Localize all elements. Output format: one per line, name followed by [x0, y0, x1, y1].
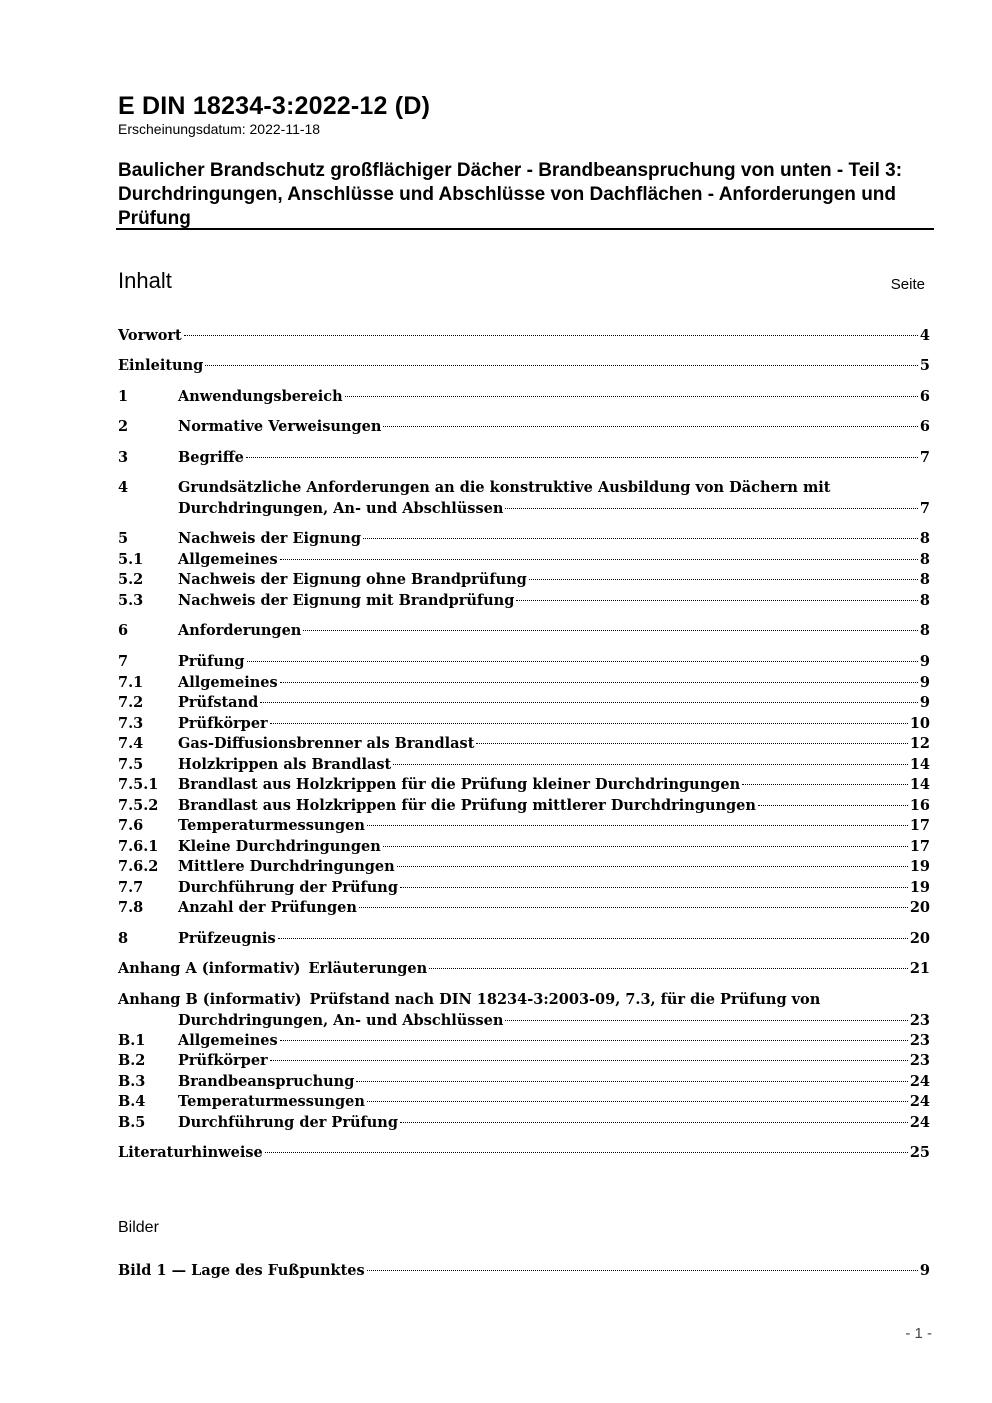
toc-entry-text: Prüfstand [178, 694, 259, 711]
toc-entry[interactable] [118, 1050, 930, 1071]
toc-entry-annex-b[interactable] [118, 989, 930, 1031]
toc-entry-number: 5.3 [118, 592, 144, 609]
toc-leader [247, 660, 918, 662]
toc-entry-number: B.2 [118, 1052, 146, 1069]
toc-entry-text: Temperaturmessungen [178, 817, 365, 834]
toc-entry-text: Kleine Durchdringungen [178, 838, 381, 855]
toc-entry[interactable] [118, 528, 930, 549]
toc-entry[interactable] [118, 928, 930, 949]
toc-leader [383, 425, 918, 427]
toc-entry-page: 9 [919, 653, 930, 670]
toc-leader [529, 578, 918, 580]
toc-entry-page: 20 [909, 930, 930, 947]
toc-entry[interactable] [118, 877, 930, 898]
toc-entry-text: Literaturhinweise [118, 1144, 263, 1161]
toc-leader [205, 364, 918, 366]
toc-entry[interactable] [118, 447, 930, 468]
toc-leader [367, 1269, 918, 1271]
toc-leader [278, 937, 908, 939]
toc-leader [758, 804, 908, 806]
toc-leader [270, 722, 908, 724]
toc-entry-page: 8 [919, 592, 930, 609]
toc-entry-bibliography[interactable] [118, 1142, 930, 1163]
toc-entry-text: Nachweis der Eignung mit Brandprüfung [178, 592, 515, 609]
toc-entry-text: Anzahl der Prüfungen [178, 899, 357, 916]
toc-entry-number: 4 [118, 479, 129, 496]
toc-entry[interactable] [118, 386, 930, 407]
toc-entry-text: Allgemeines [178, 551, 278, 568]
toc-entry-text: Brandlast aus Holzkrippen für die Prüfung kleiner Durchdringungen [178, 776, 741, 793]
toc-entry[interactable] [118, 549, 930, 570]
toc-entry-page: 6 [919, 418, 930, 435]
toc-entry[interactable] [118, 672, 930, 693]
toc-entry-page: 19 [909, 858, 930, 875]
toc-entry-number: 7.2 [118, 694, 144, 711]
toc-entry-page: 8 [919, 551, 930, 568]
toc-leader [397, 865, 908, 867]
toc-leader [400, 1121, 908, 1123]
toc-entry-page: 17 [909, 817, 930, 834]
toc-entry-text: Brandlast aus Holzkrippen für die Prüfung mittlerer Durchdringungen [178, 797, 756, 814]
toc-entry-text: Mittlere Durchdringungen [178, 858, 395, 875]
toc-entry-number: 7.7 [118, 879, 144, 896]
toc-leader [476, 742, 907, 744]
toc-leader [505, 1019, 907, 1021]
toc-entry-text: Durchführung der Prüfung [178, 879, 398, 896]
toc-leader [280, 558, 918, 560]
toc-entry-page: 7 [919, 500, 930, 517]
toc-entry-text: Grundsätzliche Anforderungen an die konstruktive Ausbildung von Dächern mit [178, 479, 831, 496]
toc-leader [742, 783, 908, 785]
page-number: - 1 - [905, 1325, 932, 1342]
toc-entry-text: Durchführung der Prüfung [178, 1114, 398, 1131]
title-rule [116, 228, 934, 230]
toc-entry-page: 14 [909, 776, 930, 793]
toc-entry[interactable] [118, 1030, 930, 1051]
toc-annex-label: Anhang A (informativ) [118, 960, 301, 977]
toc-entry[interactable] [118, 590, 930, 611]
figures-heading: Bilder [118, 1219, 159, 1236]
toc-entry-page: 25 [909, 1144, 930, 1161]
toc-entry-text-continued: Durchdringungen, An- und Abschlüssen [178, 1012, 504, 1029]
toc-entry[interactable] [118, 651, 930, 672]
toc-entry-number: B.3 [118, 1073, 146, 1090]
toc-entry-page: 24 [909, 1093, 930, 1110]
toc-leader [359, 906, 908, 908]
toc-entry-number: 1 [118, 388, 129, 405]
toc-entry[interactable] [118, 815, 930, 836]
toc-leader [356, 1080, 907, 1082]
toc-entry[interactable] [118, 477, 930, 519]
toc-entry-number: 5.1 [118, 551, 144, 568]
toc-leader [393, 763, 908, 765]
toc-entry-page: 24 [909, 1073, 930, 1090]
toc-entry-number: B.1 [118, 1032, 146, 1049]
toc-entry-text: Nachweis der Eignung [178, 530, 361, 547]
toc-entry-number: 7.1 [118, 674, 144, 691]
toc-entry-number: 3 [118, 449, 129, 466]
toc-leader [260, 701, 918, 703]
toc-entry-text: Erläuterungen [308, 960, 428, 977]
toc-entry-page: 24 [909, 1114, 930, 1131]
toc-leader [265, 1151, 908, 1153]
toc-entry-number: 7.5.1 [118, 776, 159, 793]
toc-entry-vorwort[interactable] [118, 325, 930, 346]
doc-id: E DIN 18234-3:2022-12 (D) [118, 92, 431, 120]
toc-entry-number: 2 [118, 418, 129, 435]
toc-entry-number: 7.6.2 [118, 858, 159, 875]
toc-entry[interactable] [118, 856, 930, 877]
toc-entry-page: 12 [909, 735, 930, 752]
toc-entry-text: Anforderungen [178, 622, 302, 639]
toc-entry[interactable] [118, 733, 930, 754]
toc-entry-text: Normative Verweisungen [178, 418, 382, 435]
toc-entry-number: 7 [118, 653, 129, 670]
toc-leader [280, 1039, 908, 1041]
toc-entry-text: Gas-Diffusionsbrenner als Brandlast [178, 735, 475, 752]
toc-entry-text: Prüfzeugnis [178, 930, 276, 947]
toc-entry-page: 5 [919, 357, 930, 374]
toc-entry-number: 5 [118, 530, 129, 547]
toc-entry[interactable] [118, 897, 930, 918]
toc-leader [184, 334, 918, 336]
toc-entry-page: 23 [909, 1012, 930, 1029]
toc-entry-text: Vorwort [118, 327, 182, 344]
toc-entry-text: Brandbeanspruchung [178, 1073, 355, 1090]
toc-entry-annex-a[interactable] [118, 958, 930, 979]
toc-leader [429, 967, 908, 969]
toc-entry-number: 7.3 [118, 715, 144, 732]
document-title: Baulicher Brandschutz großflächiger Dächer - Brandbeanspruchung von unten - Teil 3: Durchdringungen, Anschlüsse und Abschlüsse von Dachflächen - Anforderungen und Prüfung [118, 160, 903, 229]
publication-date: Erscheinungsdatum: 2022-11-18 [118, 121, 321, 137]
toc-entry-text: Prüfkörper [178, 715, 268, 732]
toc-entry[interactable] [118, 795, 930, 816]
toc-entry-page: 21 [909, 960, 930, 977]
toc-entry-page: 6 [919, 388, 930, 405]
toc-entry-number: B.4 [118, 1093, 146, 1110]
toc-leader [246, 456, 918, 458]
toc-entry-page: 20 [909, 899, 930, 916]
toc-entry[interactable] [118, 713, 930, 734]
toc-entry-number: B.5 [118, 1114, 146, 1131]
toc-entry-page: 4 [919, 327, 930, 344]
toc-entry-text: Einleitung [118, 357, 204, 374]
toc-entry-text: Temperaturmessungen [178, 1093, 365, 1110]
contents-heading: Inhalt [118, 268, 172, 293]
toc-entry-number: 7.5.2 [118, 797, 159, 814]
toc-entry-text: Prüfkörper [178, 1052, 268, 1069]
toc-leader [280, 681, 918, 683]
toc-entry-text: Allgemeines [178, 674, 278, 691]
toc-entry[interactable] [118, 1071, 930, 1092]
toc-entry-number: 7.5 [118, 756, 144, 773]
toc-entry-page: 17 [909, 838, 930, 855]
toc-leader [363, 537, 918, 539]
toc-entry[interactable] [118, 836, 930, 857]
toc-leader [367, 824, 908, 826]
toc-entry-page: 7 [919, 449, 930, 466]
toc-entry-text: Holzkrippen als Brandlast [178, 756, 392, 773]
toc-leader [383, 845, 908, 847]
toc-entry-text: Anwendungsbereich [178, 388, 343, 405]
toc-entry-page: 8 [919, 622, 930, 639]
toc-entry-page: 8 [919, 530, 930, 547]
toc-entry[interactable] [118, 416, 930, 437]
toc-entry[interactable] [118, 620, 930, 641]
toc-leader [516, 599, 918, 601]
toc-entry-text: Nachweis der Eignung ohne Brandprüfung [178, 571, 527, 588]
toc-entry-number: 7.6 [118, 817, 144, 834]
toc-entry-number: 7.6.1 [118, 838, 159, 855]
toc-entry-page: 23 [909, 1052, 930, 1069]
toc-entry-text: Allgemeines [178, 1032, 278, 1049]
toc-entry-number: 8 [118, 930, 129, 947]
toc-entry[interactable] [118, 569, 930, 590]
toc-leader [367, 1100, 908, 1102]
toc-entry-page: 8 [919, 571, 930, 588]
toc-entry-page: 19 [909, 879, 930, 896]
toc-entry-number: 5.2 [118, 571, 144, 588]
toc-leader [270, 1059, 908, 1061]
toc-entry[interactable] [118, 774, 930, 795]
figure-entry-label: Bild 1 — Lage des Fußpunktes [118, 1262, 365, 1279]
toc-entry-number: 7.4 [118, 735, 144, 752]
figure-entry[interactable] [118, 1260, 930, 1281]
toc-leader [400, 886, 908, 888]
toc-entry[interactable] [118, 1091, 930, 1112]
toc-entry-text: Prüfung [178, 653, 245, 670]
toc-leader [345, 395, 918, 397]
toc-entry-page: 9 [919, 674, 930, 691]
toc-entry-page: 16 [909, 797, 930, 814]
page-column-label: Seite [890, 276, 925, 293]
toc-entry-page: 9 [919, 694, 930, 711]
toc-entry-text-continued: Durchdringungen, An- und Abschlüssen [178, 500, 504, 517]
toc-entry-text: Prüfstand nach DIN 18234-3:2003-09, 7.3, für die Prüfung von [309, 991, 821, 1008]
toc-leader [303, 629, 918, 631]
toc-entry[interactable] [118, 692, 930, 713]
toc-annex-label: Anhang B (informativ) [118, 991, 302, 1008]
toc-entry-page: 10 [909, 715, 930, 732]
toc-entry-page: 23 [909, 1032, 930, 1049]
toc-entry[interactable] [118, 754, 930, 775]
toc-entry-number: 7.8 [118, 899, 144, 916]
figure-entry-page: 9 [919, 1262, 930, 1279]
toc-entry-number: 6 [118, 622, 129, 639]
toc-entry-einleitung[interactable] [118, 355, 930, 376]
toc-entry[interactable] [118, 1112, 930, 1133]
toc-entry-page: 14 [909, 756, 930, 773]
toc-entry-text: Begriffe [178, 449, 244, 466]
toc-leader [505, 507, 918, 509]
